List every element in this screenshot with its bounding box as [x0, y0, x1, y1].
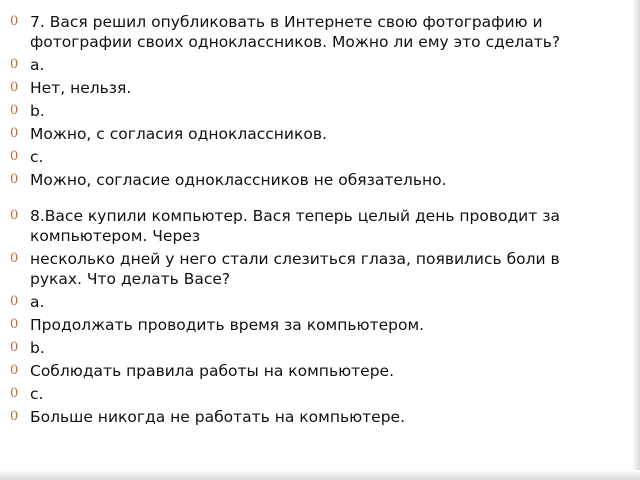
bullet-marker: 0 — [10, 126, 19, 141]
bullet-list — [10, 12, 610, 430]
bullet-marker: 0 — [10, 149, 19, 164]
option-label: b. — [30, 102, 45, 120]
question-8-continuation: несколько дней у него стали слезиться глаза, появились боли в руках. Что делать Васе? — [30, 250, 560, 288]
option-text: Соблюдать правила работы на компьютере. — [30, 362, 394, 380]
list-item — [10, 249, 610, 289]
bullet-marker: 0 — [10, 80, 19, 95]
bullet-marker: 0 — [10, 340, 19, 355]
list-item — [10, 361, 610, 381]
list-item — [10, 206, 610, 246]
list-item — [10, 101, 610, 121]
option-label: a. — [30, 293, 45, 311]
list-item — [10, 78, 610, 98]
list-item — [10, 315, 610, 335]
bullet-marker: 0 — [10, 409, 19, 424]
question-7-text: 7. Вася решил опубликовать в Интернете свою фотографию и фотографии своих одноклассников. Можно ли ему это сделать? — [30, 13, 561, 51]
bullet-marker: 0 — [10, 363, 19, 378]
slide-shadow-right — [632, 0, 640, 480]
option-text: Нет, нельзя. — [30, 79, 132, 97]
bullet-marker: 0 — [10, 251, 19, 266]
option-label: b. — [30, 339, 45, 357]
bullet-marker: 0 — [10, 294, 19, 309]
option-text: Можно, согласие одноклассников не обязательно. — [30, 171, 447, 189]
bullet-marker: 0 — [10, 386, 19, 401]
bullet-marker: 0 — [10, 172, 19, 187]
bullet-marker: 0 — [10, 208, 19, 223]
slide-shadow-bottom — [0, 470, 640, 480]
option-text: Больше никогда не работать на компьютере. — [30, 408, 406, 426]
option-text: Продолжать проводить время за компьютером. — [30, 316, 425, 334]
bullet-marker: 0 — [10, 57, 19, 72]
list-item — [10, 170, 610, 190]
list-item — [10, 407, 610, 427]
list-item — [10, 338, 610, 358]
bullet-marker: 0 — [10, 14, 19, 29]
bullet-marker: 0 — [10, 317, 19, 332]
option-text: Можно, с согласия одноклассников. — [30, 125, 327, 143]
option-label: c. — [30, 148, 44, 166]
list-item — [10, 147, 610, 167]
list-item — [10, 55, 610, 75]
question-8-text: 8.Васе купили компьютер. Вася теперь целый день проводит за компьютером. Через — [30, 207, 560, 245]
list-item — [10, 292, 610, 312]
bullet-marker: 0 — [10, 103, 19, 118]
list-item — [10, 12, 610, 52]
list-item — [10, 124, 610, 144]
option-label: a. — [30, 56, 45, 74]
list-item — [10, 384, 610, 404]
option-label: c. — [30, 385, 44, 403]
